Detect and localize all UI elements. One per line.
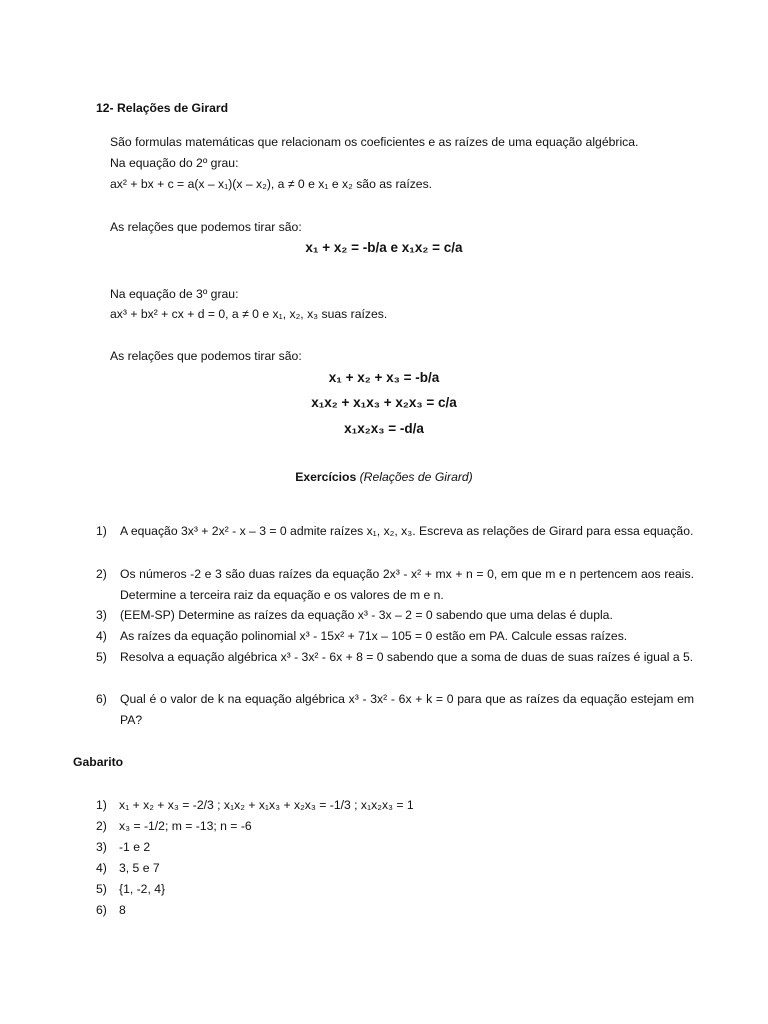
answer-number: 2) bbox=[96, 819, 107, 833]
answer-number: 6) bbox=[96, 903, 107, 917]
exercise-item bbox=[96, 521, 694, 563]
answer-number: 3) bbox=[96, 840, 107, 854]
exercise-text: As raízes da equação polinomial x³ - 15x² + 71x – 105 = 0 estão em PA. Calcule essas raízes. bbox=[120, 629, 628, 643]
exercise-text: A equação 3x³ + 2x² - x – 3 = 0 admite raízes x₁, x₂, x₃. Escreva as relações de Girard para essa equação. bbox=[120, 524, 694, 538]
answer-text: 8 bbox=[119, 903, 126, 917]
answer-text: x₃ = -1/2; m = -13; n = -6 bbox=[119, 819, 252, 833]
answer-text: -1 e 2 bbox=[119, 840, 151, 854]
third-degree-heading: Na equação de 3º grau: bbox=[110, 287, 239, 301]
third-degree-relation-sum: x₁ + x₂ + x₃ = -b/a bbox=[328, 370, 440, 385]
exercise-number: 4) bbox=[96, 629, 107, 643]
exercise-number: 5) bbox=[96, 650, 107, 664]
exercise-item bbox=[96, 564, 694, 606]
exercises-title: Exercícios bbox=[295, 470, 357, 484]
exercise-item bbox=[96, 626, 694, 647]
exercise-item bbox=[96, 605, 694, 626]
third-degree-relation-product: x₁x₂x₃ = -d/a bbox=[344, 421, 424, 436]
exercises-heading bbox=[0, 470, 768, 484]
exercise-number: 6) bbox=[96, 692, 107, 706]
second-degree-relations-intro: As relações que podemos tirar são: bbox=[110, 220, 302, 234]
third-degree-equation: ax³ + bx² + cx + d = 0, a ≠ 0 e x₁, x₂, x₃ suas raízes. bbox=[110, 307, 388, 321]
second-degree-equation: ax² + bx + c = a(x – x₁)(x – x₂), a ≠ 0 e x₁ e x₂ são as raízes. bbox=[110, 177, 433, 191]
exercise-item bbox=[96, 647, 694, 689]
intro-text: São formulas matemáticas que relacionam os coeficientes e as raízes de uma equação algébrica. bbox=[110, 135, 639, 149]
exercise-text: Qual é o valor de k na equação algébrica x³ - 3x² - 6x + k = 0 para que as raízes da equação estejam em PA? bbox=[120, 692, 694, 727]
answer-text: x₁ + x₂ + x₃ = -2/3 ; x₁x₂ + x₁x₃ + x₂x₃ = -1/3 ; x₁x₂x₃ = 1 bbox=[119, 798, 414, 812]
second-degree-heading: Na equação do 2º grau: bbox=[110, 156, 239, 170]
exercise-number: 1) bbox=[96, 524, 107, 538]
exercise-item bbox=[96, 689, 694, 731]
answer-number: 4) bbox=[96, 861, 107, 875]
answer-text: {1, -2, 4} bbox=[119, 882, 166, 896]
answers-title: Gabarito bbox=[73, 755, 124, 769]
answer-text: 3, 5 e 7 bbox=[119, 861, 160, 875]
exercise-number: 3) bbox=[96, 608, 107, 622]
section-title: 12- Relações de Girard bbox=[96, 101, 229, 115]
exercise-text: Resolva a equação algébrica x³ - 3x² - 6x + 8 = 0 sabendo que a soma de duas de suas raízes é igual a 5. bbox=[120, 650, 694, 664]
exercise-number: 2) bbox=[96, 567, 107, 581]
exercises-subtitle: (Relações de Girard) bbox=[359, 470, 473, 484]
third-degree-relations-intro: As relações que podemos tirar são: bbox=[110, 349, 302, 363]
exercise-text: (EEM-SP) Determine as raízes da equação x³ - 3x – 2 = 0 sabendo que uma delas é dupla. bbox=[120, 608, 613, 622]
answer-number: 5) bbox=[96, 882, 107, 896]
second-degree-relations: x₁ + x₂ = -b/a e x₁x₂ = c/a bbox=[305, 240, 463, 255]
third-degree-relation-pairs: x₁x₂ + x₁x₃ + x₂x₃ = c/a bbox=[311, 395, 457, 410]
exercise-text: Os números -2 e 3 são duas raízes da equação 2x³ - x² + mx + n = 0, em que m e n pertencem aos reais. Determine a terceira raiz da equação e os valores de m e n. bbox=[120, 567, 694, 602]
answer-number: 1) bbox=[96, 798, 107, 812]
